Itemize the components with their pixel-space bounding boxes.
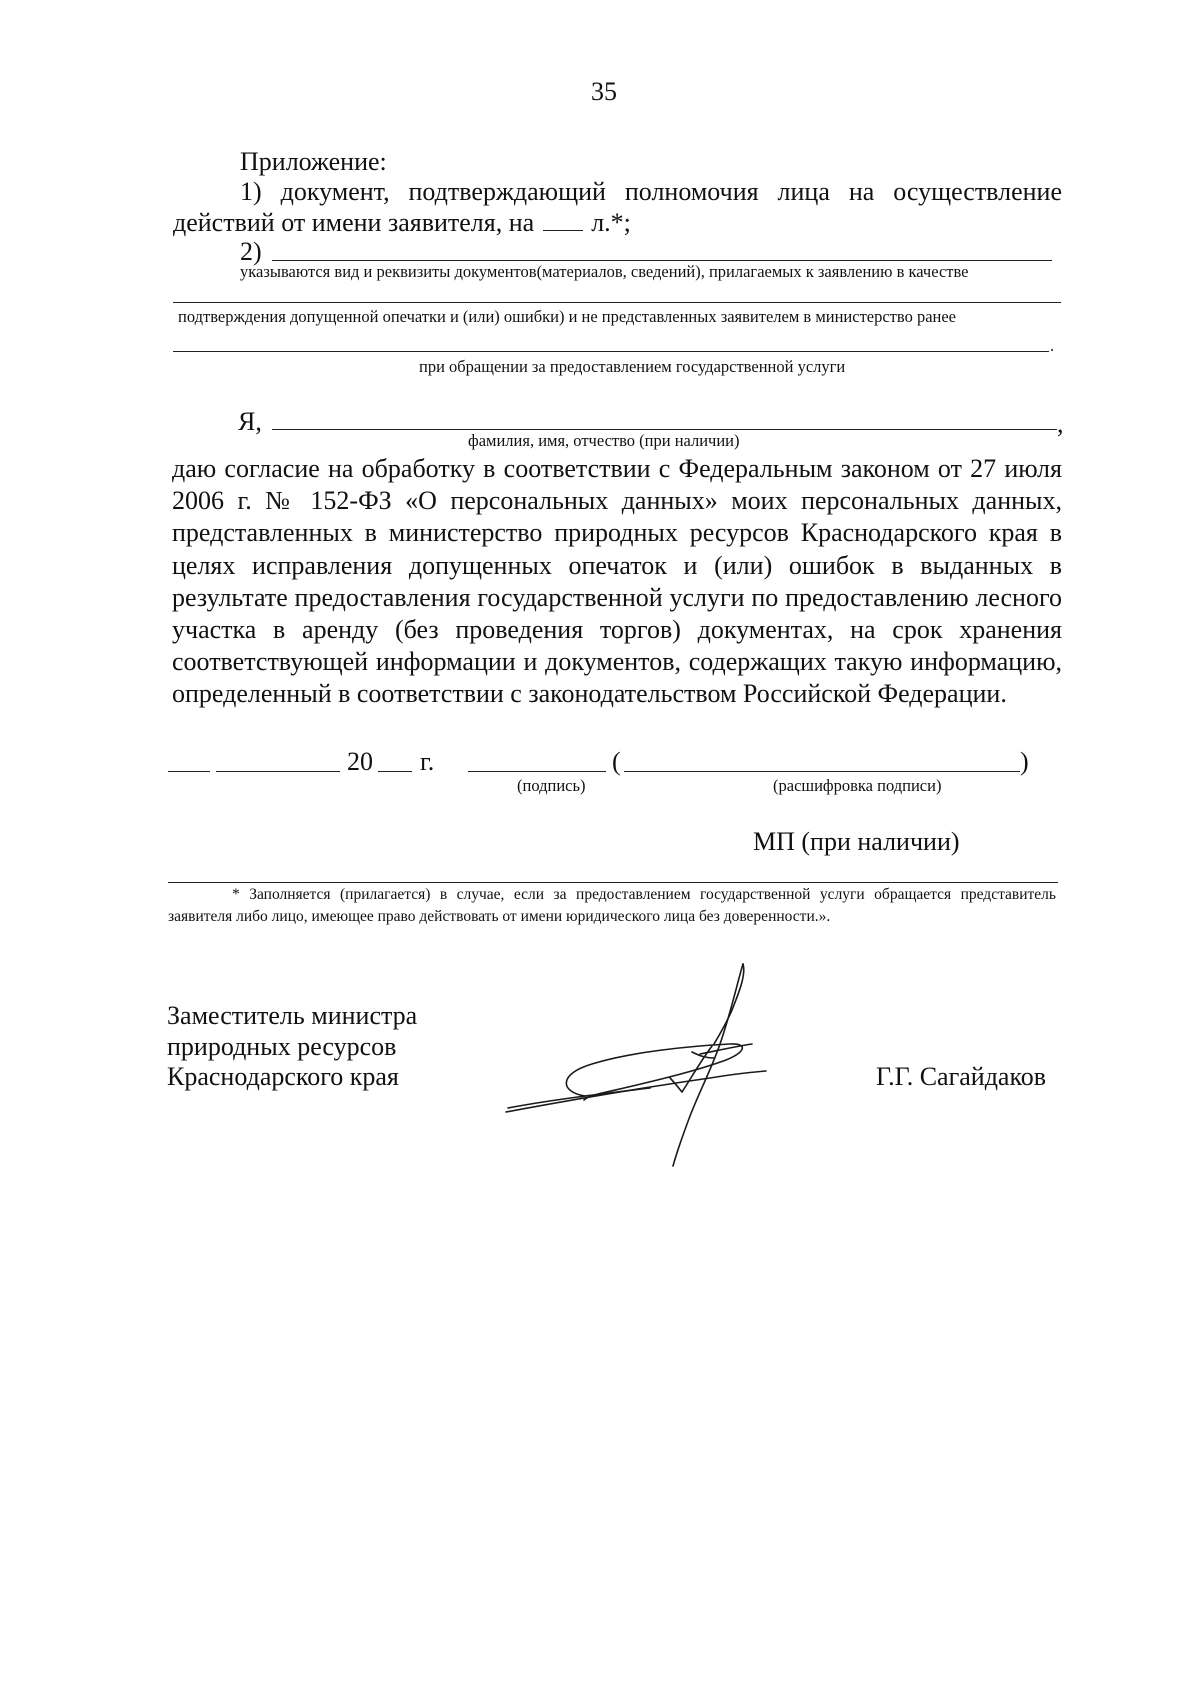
- consent-line: целях исправления допущенных опечаток и (или) ошибок в выданных в: [172, 550, 1062, 580]
- consent-line: даю согласие на обработку в соответствии с Федеральным законом от 27 июля: [172, 454, 1062, 483]
- date-year-suffix: г.: [420, 747, 435, 776]
- attachments-blank-line-3: [173, 351, 1049, 352]
- consent-line: соответствующей информации и документов, содержащих такую информацию,: [172, 647, 1062, 677]
- attachment-item-1-text: действий от имени заявителя, на: [173, 208, 535, 237]
- date-year-prefix: 20: [347, 747, 373, 776]
- consent-name-blank: [272, 429, 1057, 430]
- attachment-item-2-label: 2): [240, 237, 262, 266]
- attachments-hint-line-2: подтверждения допущенной опечатки и (или) ошибки) и не представленных заявителем в министерство ранее: [178, 307, 956, 326]
- consent-line: 2006 г. № 152-ФЗ «О персональных данных» моих персональных данных,: [172, 486, 1062, 516]
- consent-line: определенный в соответствии с законодательством Российской Федерации.: [172, 679, 1007, 709]
- attachments-blank-period: .: [1050, 336, 1055, 355]
- attachments-heading: Приложение:: [240, 147, 387, 176]
- consent-ya-label: Я,: [238, 407, 262, 436]
- attachments-blank-line-2: [173, 302, 1061, 303]
- page-number: 35: [591, 77, 617, 106]
- attachments-hint-line-3: при обращении за предоставлением государственной услуги: [419, 357, 846, 376]
- signature-blank: [468, 771, 606, 772]
- footnote-separator: [168, 882, 1058, 883]
- consent-line: представленных в министерство природных ресурсов Краснодарского края в: [172, 518, 1062, 548]
- decoding-close-paren: ): [1020, 747, 1029, 776]
- attachment-item-1-suffix: л.*;: [591, 208, 631, 237]
- decoding-blank: [624, 771, 1020, 772]
- decoding-hint: (расшифровка подписи): [773, 776, 942, 795]
- sheet-count-blank: [543, 208, 583, 231]
- signature-hint: (подпись): [517, 776, 586, 795]
- date-day-blank: [168, 771, 210, 772]
- decoding-open-paren: (: [612, 747, 621, 776]
- attachments-hint-line-1: указываются вид и реквизиты документов(материалов, сведений), прилагаемых к заявлению в качестве: [240, 262, 969, 281]
- consent-paragraph: [172, 453, 1062, 711]
- attachment-item-1-line-2: [173, 207, 631, 239]
- footnote-text: * Заполняется (прилагается) в случае, если за предоставлением государственной услуги обращается представитель заявителя либо лицо, имеющее право действовать от имени юридического лица без доверенности.».: [168, 886, 1056, 925]
- consent-name-comma: ,: [1057, 409, 1064, 438]
- handwritten-signature: [500, 960, 800, 1170]
- signatory-position-line-3: Краснодарского края: [167, 1062, 399, 1091]
- signatory-name: Г.Г. Сагайдаков: [876, 1062, 1047, 1091]
- date-month-blank: [216, 771, 340, 772]
- attachment-item-1-line-1: 1) документ, подтверждающий полномочия лица на осуществление: [240, 177, 1062, 206]
- consent-line: результате предоставления государственной услуги по предоставлению лесного: [172, 582, 1062, 612]
- date-year-blank: [378, 771, 412, 772]
- signatory-position-line-2: природных ресурсов: [167, 1032, 397, 1061]
- signatory-position-line-1: Заместитель министра: [167, 1001, 418, 1030]
- consent-name-hint: фамилия, имя, отчество (при наличии): [468, 431, 740, 450]
- consent-line: участка в аренду (без проведения торгов) документах, на срок хранения: [172, 615, 1062, 645]
- attachment-item-2-blank: [272, 260, 1052, 261]
- stamp-label: МП (при наличии): [753, 827, 960, 856]
